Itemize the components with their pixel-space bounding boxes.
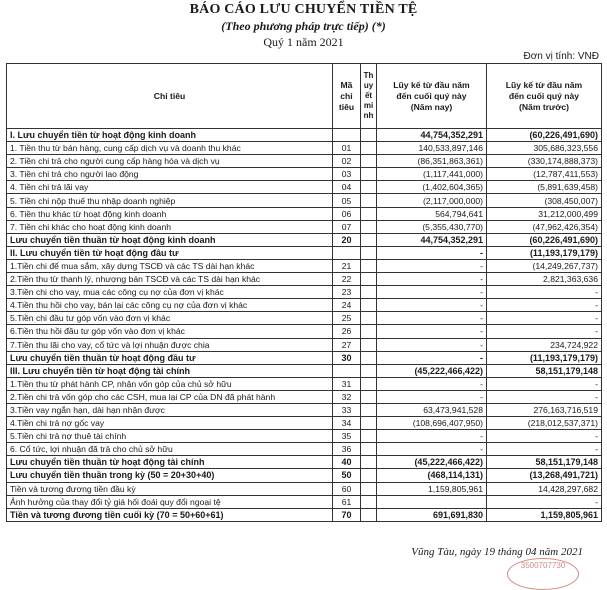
row-name: I. Lưu chuyển tiền từ hoạt động kinh doanh	[7, 129, 333, 142]
row-previous: 2,821,363,636	[487, 273, 602, 286]
table-row	[7, 142, 602, 155]
company-stamp: 3500707730	[507, 558, 579, 590]
row-name: 4.Tiền chi trả nợ gốc vay	[7, 417, 333, 430]
row-note	[361, 246, 377, 259]
row-note	[361, 273, 377, 286]
table-row	[7, 233, 602, 246]
row-previous: -	[487, 325, 602, 338]
row-note	[361, 181, 377, 194]
row-current: -	[377, 351, 487, 364]
row-current: -	[377, 325, 487, 338]
row-current: (1,402,604,365)	[377, 181, 487, 194]
row-previous: (308,450,007)	[487, 194, 602, 207]
row-previous: -	[487, 312, 602, 325]
row-current: (468,114,131)	[377, 469, 487, 482]
row-current: -	[377, 443, 487, 456]
row-current: 140,533,897,146	[377, 142, 487, 155]
row-code: 60	[333, 482, 361, 495]
table-header-row	[7, 64, 602, 129]
row-code: 27	[333, 338, 361, 351]
row-previous: (11,193,179,179)	[487, 351, 602, 364]
report-period: Quý 1 năm 2021	[263, 35, 344, 49]
row-current: 1,159,805,961	[377, 482, 487, 495]
row-name: 1.Tiền chi để mua sắm, xây dựng TSCĐ và các TS dài hạn khác	[7, 259, 333, 272]
row-code: 21	[333, 259, 361, 272]
row-current: -	[377, 338, 487, 351]
row-note	[361, 194, 377, 207]
table-row	[7, 220, 602, 233]
row-name: 1.Tiền thu từ phát hành CP, nhận vốn góp của chủ sở hữu	[7, 377, 333, 390]
row-previous: (12,787,411,553)	[487, 168, 602, 181]
row-current: -	[377, 299, 487, 312]
row-code: 40	[333, 456, 361, 469]
row-current: -	[377, 312, 487, 325]
row-name: II. Lưu chuyển tiền từ hoạt động đầu tư	[7, 246, 333, 259]
row-previous: (60,226,491,690)	[487, 129, 602, 142]
table-row	[7, 168, 602, 181]
table-row	[7, 469, 602, 482]
table-row	[7, 456, 602, 469]
table-row	[7, 325, 602, 338]
row-previous: -	[487, 443, 602, 456]
report-subtitle: (Theo phương pháp trực tiếp) (*)	[221, 19, 386, 33]
row-previous: (5,891,639,458)	[487, 181, 602, 194]
row-current: 44,754,352,291	[377, 129, 487, 142]
row-code	[333, 246, 361, 259]
row-note	[361, 299, 377, 312]
row-previous: (60,226,491,690)	[487, 233, 602, 246]
table-row	[7, 403, 602, 416]
row-code: 22	[333, 273, 361, 286]
row-name: Tiền và tương đương tiền cuối kỳ (70 = 50+60+61)	[7, 508, 333, 521]
row-note	[361, 443, 377, 456]
row-previous: -	[487, 299, 602, 312]
row-note	[361, 338, 377, 351]
row-code: 23	[333, 286, 361, 299]
row-current: -	[377, 273, 487, 286]
row-note	[361, 430, 377, 443]
row-previous: -	[487, 430, 602, 443]
row-current: (5,355,430,770)	[377, 220, 487, 233]
table-row	[7, 312, 602, 325]
row-previous: (13,268,491,721)	[487, 469, 602, 482]
row-code: 01	[333, 142, 361, 155]
row-current: -	[377, 259, 487, 272]
row-note	[361, 259, 377, 272]
row-note	[361, 325, 377, 338]
place-date: Vũng Tàu, ngày 19 tháng 04 năm 2021	[411, 546, 583, 558]
row-note	[361, 155, 377, 168]
header-code: Mã chỉ tiêu	[333, 64, 361, 129]
row-note	[361, 312, 377, 325]
row-note	[361, 469, 377, 482]
table-row	[7, 338, 602, 351]
row-name: Lưu chuyển tiền thuần từ hoạt động kinh doanh	[7, 233, 333, 246]
row-name: 6. Tiền thu khác từ hoạt động kinh doanh	[7, 207, 333, 220]
row-name: 4. Tiền chi trả lãi vay	[7, 181, 333, 194]
row-previous: 1,159,805,961	[487, 508, 602, 521]
row-code: 05	[333, 194, 361, 207]
row-code: 02	[333, 155, 361, 168]
row-current: -	[377, 430, 487, 443]
row-name: Lưu chuyển tiền thuần từ hoạt động đầu tư	[7, 351, 333, 364]
row-note	[361, 482, 377, 495]
row-current: -	[377, 246, 487, 259]
row-name: Ảnh hưởng của thay đổi tỷ giá hối đoái quy đổi ngoại tệ	[7, 495, 333, 508]
row-previous: 276,163,716,519	[487, 403, 602, 416]
row-code: 33	[333, 403, 361, 416]
cash-flow-table	[6, 63, 602, 522]
row-note	[361, 168, 377, 181]
row-previous: (47,962,426,354)	[487, 220, 602, 233]
row-note	[361, 417, 377, 430]
row-current: 44,754,352,291	[377, 233, 487, 246]
table-row	[7, 194, 602, 207]
table-row	[7, 155, 602, 168]
row-note	[361, 390, 377, 403]
table-row	[7, 390, 602, 403]
row-name: Lưu chuyển tiền thuần từ hoạt động tài chính	[7, 456, 333, 469]
table-row	[7, 259, 602, 272]
row-name: 3.Tiền vay ngắn hạn, dài hạn nhận được	[7, 403, 333, 416]
row-code: 70	[333, 508, 361, 521]
row-note	[361, 286, 377, 299]
row-note	[361, 403, 377, 416]
row-previous: 58,151,179,148	[487, 364, 602, 377]
table-row	[7, 482, 602, 495]
row-note	[361, 129, 377, 142]
row-previous: (218,012,537,371)	[487, 417, 602, 430]
row-previous: -	[487, 377, 602, 390]
row-current: -	[377, 377, 487, 390]
table-row	[7, 351, 602, 364]
row-note	[361, 220, 377, 233]
table-row	[7, 207, 602, 220]
row-note	[361, 377, 377, 390]
row-note	[361, 233, 377, 246]
header-name: Chỉ tiêu	[7, 64, 333, 129]
row-current: -	[377, 390, 487, 403]
row-code: 30	[333, 351, 361, 364]
row-note	[361, 351, 377, 364]
row-code: 25	[333, 312, 361, 325]
row-current: (45,222,466,422)	[377, 456, 487, 469]
row-current	[377, 495, 487, 508]
header-note: Th uy ết mi nh	[361, 64, 377, 129]
row-code: 07	[333, 220, 361, 233]
row-code: 31	[333, 377, 361, 390]
row-current: 564,794,641	[377, 207, 487, 220]
row-name: 3.Tiền chi cho vay, mua các công cụ nợ của đơn vị khác	[7, 286, 333, 299]
row-name: Lưu chuyển tiền thuần trong kỳ (50 = 20+30+40)	[7, 469, 333, 482]
row-code: 24	[333, 299, 361, 312]
row-previous: -	[487, 286, 602, 299]
row-note	[361, 456, 377, 469]
row-name: 7. Tiền chi khác cho hoạt động kinh doanh	[7, 220, 333, 233]
row-code: 34	[333, 417, 361, 430]
table-body	[7, 129, 602, 522]
row-name: 2.Tiền thu từ thanh lý, nhượng bán TSCĐ và các TS dài hạn khác	[7, 273, 333, 286]
row-current: (2,117,000,000)	[377, 194, 487, 207]
row-name: 5.Tiền chi trả nợ thuê tài chính	[7, 430, 333, 443]
row-name: 7.Tiền thu lãi cho vay, cổ tức và lợi nhuận được chia	[7, 338, 333, 351]
row-current: 691,691,830	[377, 508, 487, 521]
row-code: 35	[333, 430, 361, 443]
row-name: 3. Tiền chi trả cho người lao động	[7, 168, 333, 181]
row-previous: (14,249,267,737)	[487, 259, 602, 272]
row-current: (86,351,863,361)	[377, 155, 487, 168]
row-code: 50	[333, 469, 361, 482]
row-name: Tiền và tương đương tiền đầu kỳ	[7, 482, 333, 495]
row-name: 1. Tiền thu từ bán hàng, cung cấp dịch vụ và doanh thu khác	[7, 142, 333, 155]
row-previous: 234,724,922	[487, 338, 602, 351]
header-current: Lũy kế từ đầu năm đến cuối quý này (Năm nay)	[377, 64, 487, 129]
row-name: 4.Tiền thu hồi cho vay, bán lại các công cụ nợ của đơn vị khác	[7, 299, 333, 312]
row-current: (1,117,441,000)	[377, 168, 487, 181]
table-row	[7, 286, 602, 299]
table-row	[7, 430, 602, 443]
row-previous: 305,686,323,556	[487, 142, 602, 155]
table-row	[7, 417, 602, 430]
row-previous: (11,193,179,179)	[487, 246, 602, 259]
table-row	[7, 495, 602, 508]
table-row	[7, 273, 602, 286]
row-previous: 31,212,000,499	[487, 207, 602, 220]
row-code: 04	[333, 181, 361, 194]
row-code	[333, 364, 361, 377]
row-current: (108,696,407,950)	[377, 417, 487, 430]
row-name: 5.Tiền chi đầu tư góp vốn vào đơn vị khác	[7, 312, 333, 325]
table-row	[7, 377, 602, 390]
row-code: 20	[333, 233, 361, 246]
table-row	[7, 443, 602, 456]
table-row	[7, 246, 602, 259]
row-note	[361, 508, 377, 521]
row-code: 06	[333, 207, 361, 220]
row-previous: (330,174,888,373)	[487, 155, 602, 168]
row-current: (45,222,466,422)	[377, 364, 487, 377]
row-name: 6.Tiền thu hồi đầu tư góp vốn vào đơn vị khác	[7, 325, 333, 338]
row-current: 63,473,941,528	[377, 403, 487, 416]
table-row	[7, 299, 602, 312]
row-code: 03	[333, 168, 361, 181]
row-previous: -	[487, 390, 602, 403]
currency-unit: Đơn vị tính: VNĐ	[523, 51, 599, 62]
row-code: 26	[333, 325, 361, 338]
row-note	[361, 207, 377, 220]
row-name: 2.Tiền chi trả vốn góp cho các CSH, mua lại CP của DN đã phát hành	[7, 390, 333, 403]
row-name: 6. Cổ tức, lợi nhuận đã trả cho chủ sở hữu	[7, 443, 333, 456]
table-row	[7, 181, 602, 194]
row-code: 32	[333, 390, 361, 403]
row-code	[333, 129, 361, 142]
row-code: 61	[333, 495, 361, 508]
row-previous: 58,151,179,148	[487, 456, 602, 469]
row-code: 36	[333, 443, 361, 456]
row-previous: 14,428,297,682	[487, 482, 602, 495]
row-previous: -	[487, 495, 602, 508]
row-note	[361, 364, 377, 377]
row-note	[361, 142, 377, 155]
report-title: BÁO CÁO LƯU CHUYỂN TIỀN TỆ	[189, 2, 418, 17]
header-previous: Lũy kế từ đầu năm đến cuối quý này (Năm trước)	[487, 64, 602, 129]
row-current: -	[377, 286, 487, 299]
table-row	[7, 129, 602, 142]
table-row	[7, 364, 602, 377]
table-row	[7, 508, 602, 521]
row-name: 2. Tiền chi trả cho người cung cấp hàng hóa và dịch vụ	[7, 155, 333, 168]
row-note	[361, 495, 377, 508]
row-name: 5. Tiền chi nộp thuế thu nhập doanh nghiệp	[7, 194, 333, 207]
row-name: III. Lưu chuyển tiền từ hoạt động tài chính	[7, 364, 333, 377]
